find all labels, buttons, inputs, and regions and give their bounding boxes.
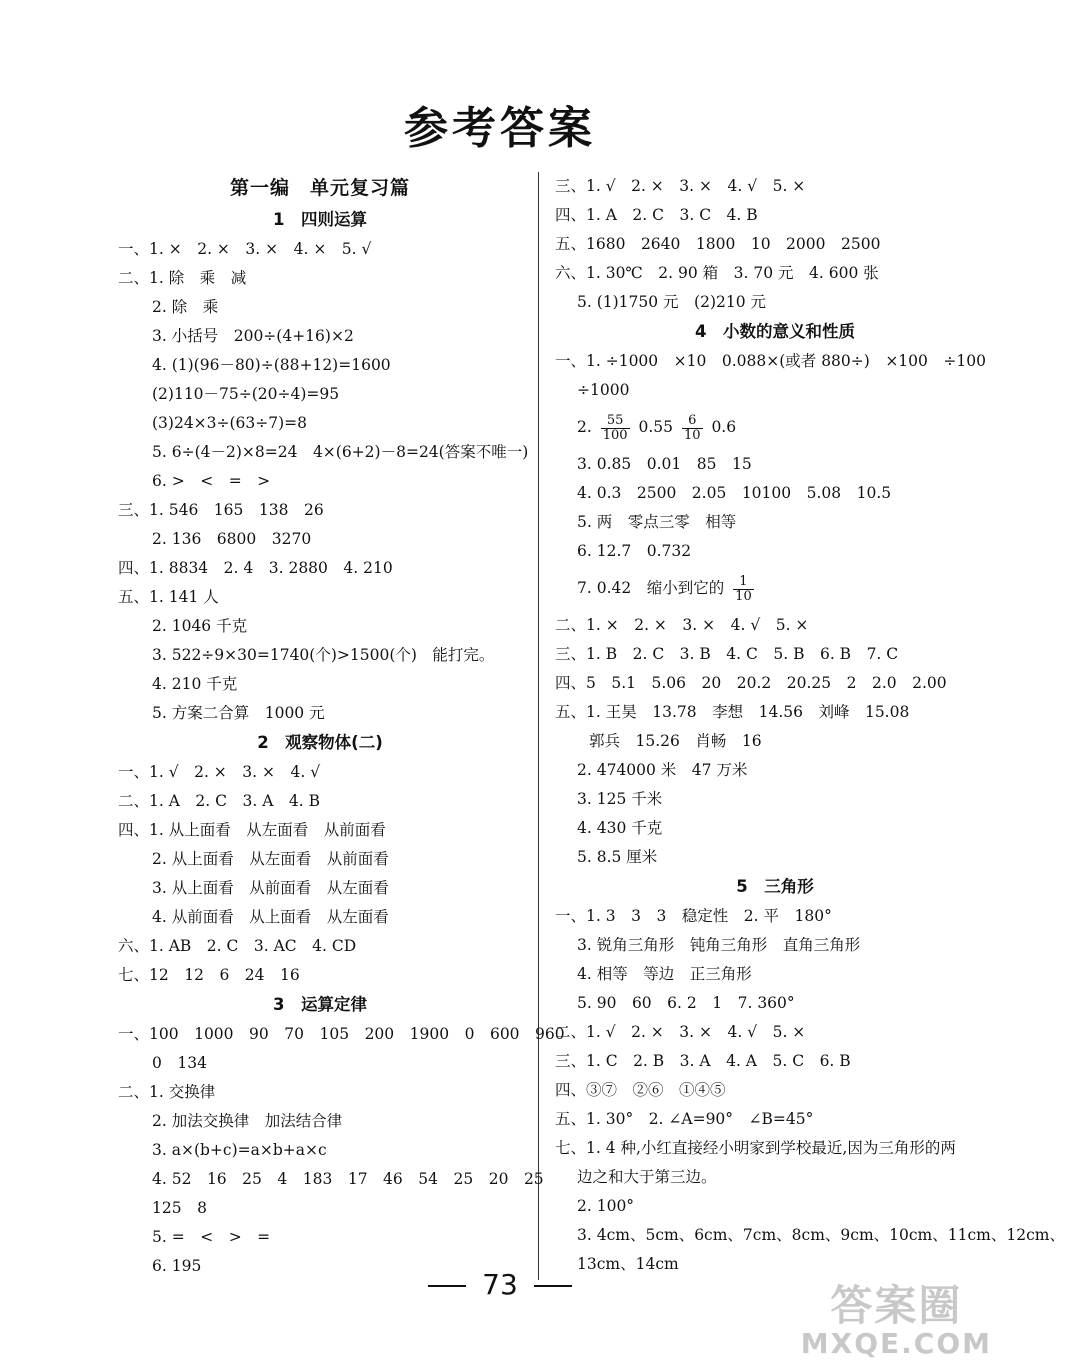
answer-line: 五、1. 141 人 — [118, 588, 219, 606]
fraction-numerator: 1 — [733, 575, 754, 590]
answer-line: 3. 从上面看 从前面看 从左面看 — [152, 879, 389, 897]
answer-line: 三、1. B 2. C 3. B 4. C 5. B 6. B 7. C — [555, 645, 899, 663]
fraction-numerator: 55 — [601, 414, 630, 429]
answer-line: 2. 1046 千克 — [152, 617, 248, 635]
left-column — [118, 172, 565, 1281]
answer-line-fraction — [555, 566, 995, 611]
unit-heading: 4 小数的意义和性质 — [695, 322, 855, 341]
answer-line-fractions — [555, 405, 995, 450]
answer-line: 六、1. AB 2. C 3. AC 4. CD — [118, 937, 357, 955]
answer-line: 3. 125 千米 — [577, 790, 663, 808]
answer-line: 4. (1)(96－80)÷(88+12)=1600 — [152, 356, 391, 374]
answer-line: 3. 4cm、5cm、6cm、7cm、8cm、9cm、10cm、11cm、12cm、 — [577, 1226, 1065, 1244]
answer-line: 4. 0.3 2500 2.05 10100 5.08 10.5 — [577, 484, 892, 502]
footer-dash-right — [534, 1285, 572, 1287]
answer-line: 4. 210 千克 — [152, 675, 238, 693]
unit-heading: 3 运算定律 — [273, 995, 367, 1014]
answer-line: 3. 522÷9×30=1740(个)>1500(个) 能打完。 — [152, 646, 495, 664]
answer-line: 5. 两 零点三零 相等 — [577, 513, 737, 531]
fraction — [682, 414, 703, 443]
answer-line: 一、1. 3 3 3 稳定性 2. 平 180° — [555, 907, 832, 925]
answer-line: 边之和大于第三边。 — [577, 1168, 717, 1186]
answer-line: 2. 加法交换律 加法结合律 — [152, 1112, 343, 1130]
fraction-denominator: 10 — [735, 588, 752, 604]
answer-line: 五、1. 30° 2. ∠A=90° ∠B=45° — [555, 1110, 814, 1128]
answer-line: 5. (1)1750 元 (2)210 元 — [577, 293, 767, 311]
fraction — [601, 414, 630, 443]
answer-line: 2. 从上面看 从左面看 从前面看 — [152, 850, 389, 868]
answer-line: (3)24×3÷(63÷7)=8 — [152, 414, 308, 432]
answer-line: 郭兵 15.26 肖畅 16 — [589, 732, 762, 750]
answer-line: 一、1. √ 2. × 3. × 4. √ — [118, 763, 321, 781]
answer-line: ÷1000 — [577, 381, 630, 399]
answer-line: 6. 195 — [152, 1257, 202, 1275]
answer-line: 5. 方案二合算 1000 元 — [152, 704, 325, 722]
column-divider — [538, 172, 539, 1280]
answer-line: (2)110－75÷(20÷4)=95 — [152, 385, 340, 403]
answer-line: 一、100 1000 90 70 105 200 1900 0 600 960 — [118, 1025, 565, 1043]
answer-line: 一、1. × 2. × 3. × 4. × 5. √ — [118, 240, 372, 258]
answer-line: 三、1. C 2. B 3. A 4. A 5. C 6. B — [555, 1052, 851, 1070]
fraction — [733, 575, 754, 604]
answer-line: 6. 12.7 0.732 — [577, 542, 692, 560]
footer-dash-left — [428, 1285, 466, 1287]
answer-line: 五、1. 王昊 13.78 李想 14.56 刘峰 15.08 — [555, 703, 910, 721]
answer-line: 3. 锐角三角形 钝角三角形 直角三角形 — [577, 936, 861, 954]
question-number: 2. — [577, 418, 592, 436]
answer-value: 0.6 — [711, 418, 737, 436]
answer-line: 二、1. 除 乘 减 — [118, 269, 247, 287]
answer-line: 六、1. 30℃ 2. 90 箱 3. 70 元 4. 600 张 — [555, 264, 879, 282]
answer-line: 一、1. ÷1000 ×10 0.088×(或者 880÷) ×100 ÷100 — [555, 352, 986, 370]
answer-line: 2. 除 乘 — [152, 298, 219, 316]
answer-text: 7. 0.42 缩小到它的 — [577, 579, 725, 597]
answer-line: 13cm、14cm — [577, 1255, 679, 1273]
answer-line: 四、1. 8834 2. 4 3. 2880 4. 210 — [118, 559, 393, 577]
fraction-denominator: 100 — [602, 427, 628, 443]
answer-value: 0.55 — [638, 418, 674, 436]
right-column — [555, 172, 1065, 1279]
answer-line: 5. 90 60 6. 2 1 7. 360° — [577, 994, 795, 1012]
answer-line: 3. a×(b+c)=a×b+a×c — [152, 1141, 327, 1159]
answer-line: 3. 小括号 200÷(4+16)×2 — [152, 327, 354, 345]
answer-line: 5. = < > = — [152, 1228, 271, 1246]
answer-line: 2. 474000 米 47 万米 — [577, 761, 748, 779]
answer-line: 四、1. 从上面看 从左面看 从前面看 — [118, 821, 386, 839]
watermark-logo — [801, 1283, 992, 1359]
answer-line: 2. 100° — [577, 1197, 635, 1215]
answer-line: 七、1. 4 种,小红直接经小明家到学校最近,因为三角形的两 — [555, 1139, 956, 1157]
fraction-denominator: 10 — [683, 427, 701, 443]
unit-heading: 1 四则运算 — [273, 210, 367, 229]
page-number: 73 — [482, 1268, 518, 1301]
page-title: 参考答案 — [404, 103, 596, 154]
answer-line: 4. 430 千克 — [577, 819, 663, 837]
answer-line: 四、5 5.1 5.06 20 20.2 20.25 2 2.0 2.00 — [555, 674, 947, 692]
answer-line: 二、1. A 2. C 3. A 4. B — [118, 792, 320, 810]
answer-line: 五、1680 2640 1800 10 2000 2500 — [555, 235, 881, 253]
answer-line: 125 8 — [152, 1199, 207, 1217]
answer-line: 二、1. √ 2. × 3. × 4. √ 5. × — [555, 1023, 806, 1041]
answer-line: 三、1. √ 2. × 3. × 4. √ 5. × — [555, 177, 806, 195]
answer-line: 5. 8.5 厘米 — [577, 848, 658, 866]
answer-line: 3. 0.85 0.01 85 15 — [577, 455, 752, 473]
part-title: 第一编 单元复习篇 — [229, 177, 410, 199]
answer-line: 七、12 12 6 24 16 — [118, 966, 300, 984]
answer-line: 四、1. A 2. C 3. C 4. B — [555, 206, 758, 224]
answer-line: 二、1. 交换律 — [118, 1083, 216, 1101]
watermark-bottom-text: MXQE.COM — [800, 1327, 992, 1360]
answer-line: 三、1. 546 165 138 26 — [118, 501, 324, 519]
answer-line: 6. > < = > — [152, 472, 271, 490]
answer-line: 0 134 — [152, 1054, 207, 1072]
answer-line: 4. 52 16 25 4 183 17 46 54 25 20 25 — [152, 1170, 544, 1188]
unit-heading: 5 三角形 — [736, 877, 814, 896]
answer-line: 5. 6÷(4－2)×8=24 4×(6+2)－8=24(答案不唯一) — [152, 443, 529, 461]
answer-line: 四、③⑦ ②⑥ ①④⑤ — [555, 1081, 726, 1099]
watermark-top-text: 答案圈 — [830, 1281, 963, 1330]
answer-line: 4. 相等 等边 正三角形 — [577, 965, 752, 983]
answer-line: 2. 136 6800 3270 — [152, 530, 312, 548]
answer-line: 二、1. × 2. × 3. × 4. √ 5. × — [555, 616, 809, 634]
unit-heading: 2 观察物体(二) — [257, 733, 383, 752]
answer-line: 4. 从前面看 从上面看 从左面看 — [152, 908, 389, 926]
fraction-numerator: 6 — [682, 414, 703, 429]
